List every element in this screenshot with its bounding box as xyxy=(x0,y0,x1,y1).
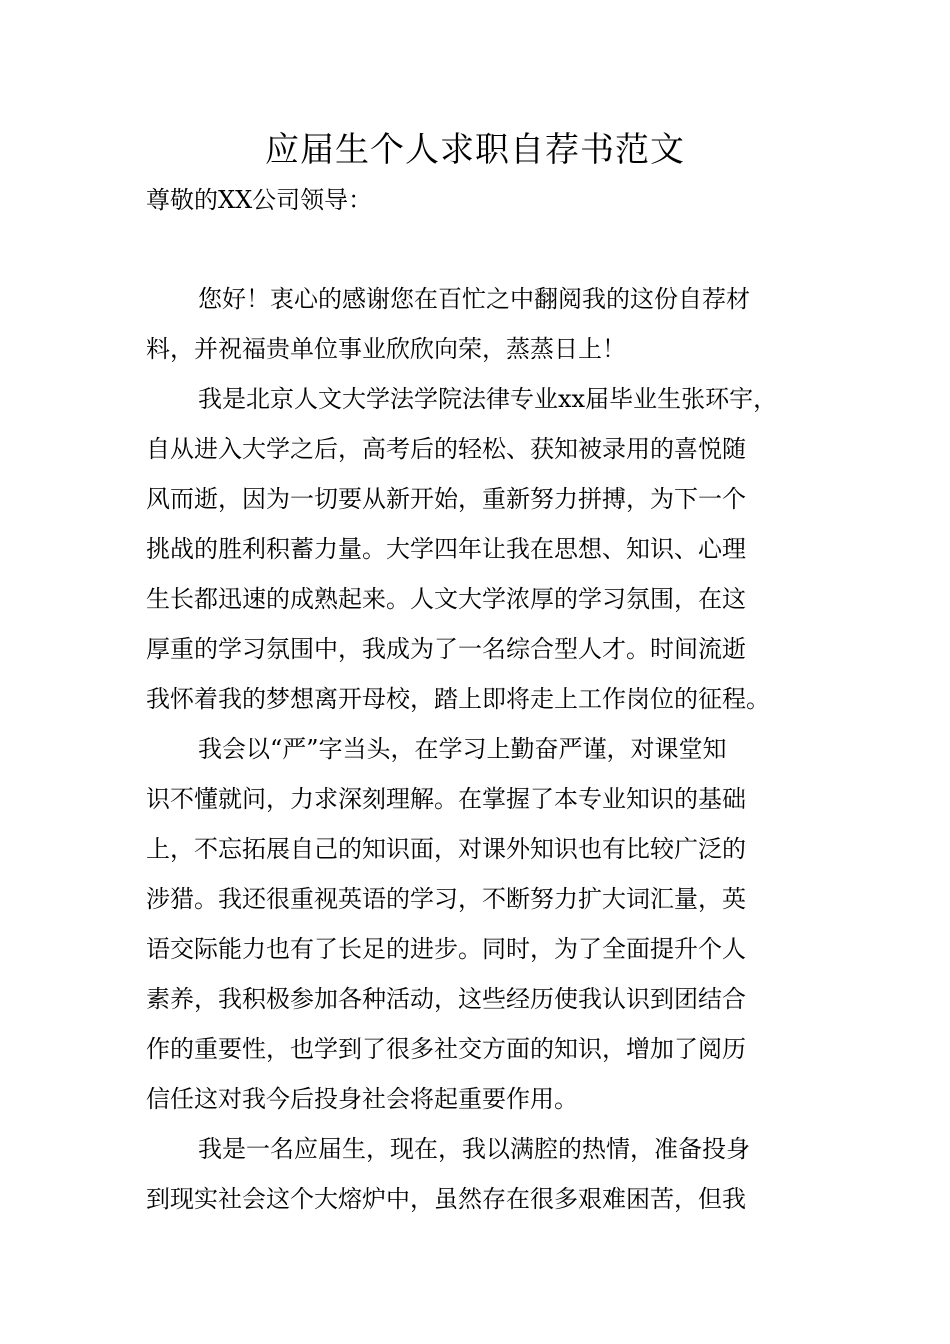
paragraph-line: 素养，我积极参加各种活动，这些经历使我认识到团结合 xyxy=(146,985,746,1013)
document-title: 应届生个人求职自荐书范文 xyxy=(265,130,685,170)
paragraph-line: 厚重的学习氛围中，我成为了一名综合型人才。时间流逝 xyxy=(146,635,746,663)
paragraph-line: 您好！衷心的感谢您在百忙之中翻阅我的这份自荐材 xyxy=(198,285,750,313)
paragraph-line: 挑战的胜利积蓄力量。大学四年让我在思想、知识、心理 xyxy=(146,535,746,563)
paragraph-line: 识不懂就问，力求深刻理解。在掌握了本专业知识的基础 xyxy=(146,785,746,813)
paragraph-line: 料，并祝福贵单位事业欣欣向荣，蒸蒸日上！ xyxy=(146,335,626,363)
paragraph-line: 风而逝，因为一切要从新开始，重新努力拼搏，为下一个 xyxy=(146,485,746,513)
document-body xyxy=(146,274,826,1224)
paragraph-line: 涉猎。我还很重视英语的学习，不断努力扩大词汇量，英 xyxy=(146,885,746,913)
paragraph-line: 生长都迅速的成熟起来。人文大学浓厚的学习氛围，在这 xyxy=(146,585,746,613)
paragraph-line: 我会以“严”字当头，在学习上勤奋严谨，对课堂知 xyxy=(198,735,727,763)
paragraph-line: 信任这对我今后投身社会将起重要作用。 xyxy=(146,1085,578,1113)
paragraph-line: 我怀着我的梦想离开母校，踏上即将走上工作岗位的征程。 xyxy=(146,685,770,713)
paragraph-line: 自从进入大学之后，高考后的轻松、获知被录用的喜悦随 xyxy=(146,435,746,463)
paragraph-line: 到现实社会这个大熔炉中，虽然存在很多艰难困苦，但我 xyxy=(146,1185,746,1213)
paragraph-line: 语交际能力也有了长足的进步。同时，为了全面提升个人 xyxy=(146,935,746,963)
paragraph-line: 我是一名应届生，现在，我以满腔的热情，准备投身 xyxy=(198,1135,750,1163)
paragraph-line: 我是北京人文大学法学院法律专业xx届毕业生张环宇， xyxy=(198,385,778,413)
paragraph-line: 作的重要性，也学到了很多社交方面的知识，增加了阅历 xyxy=(146,1035,746,1063)
paragraph-line: 上，不忘拓展自己的知识面，对课外知识也有比较广泛的 xyxy=(146,835,746,863)
salutation: 尊敬的XX公司领导： xyxy=(146,186,373,214)
